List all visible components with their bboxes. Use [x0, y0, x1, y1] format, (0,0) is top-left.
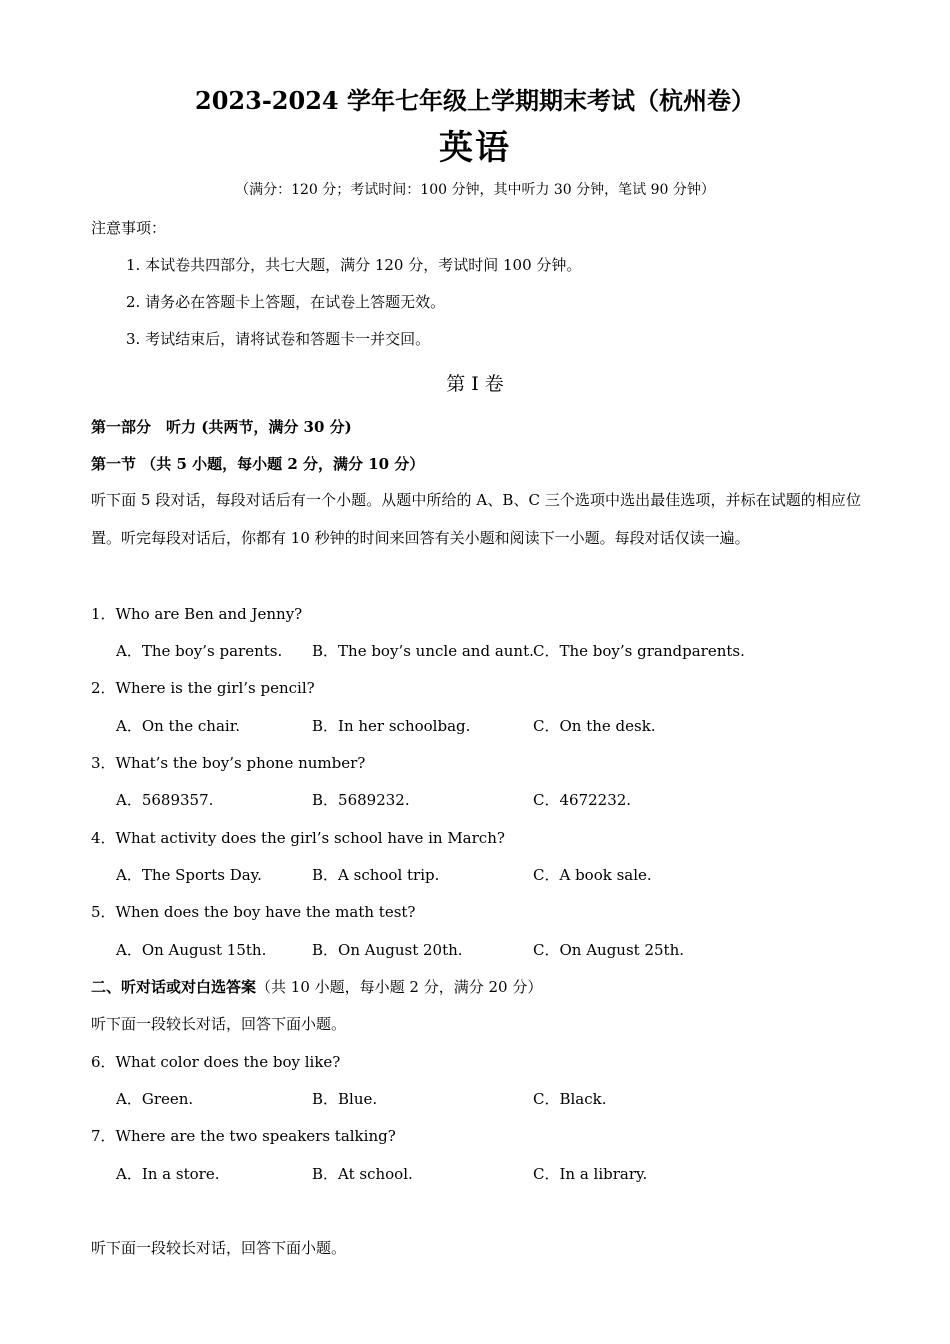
option-a: A．Green.: [116, 1090, 194, 1108]
question-5: 5．When does the boy have the math test?: [91, 903, 416, 921]
option-b: B．A school trip.: [312, 866, 440, 884]
option-c: C．A book sale.: [533, 866, 652, 884]
question-3: 3．What’s the boy’s phone number?: [91, 754, 366, 772]
option-b: B．The boy’s uncle and aunt.: [312, 642, 534, 660]
section2-heading-title: 二、听对话或对白选答案: [91, 978, 257, 996]
notes-heading: 注意事项：: [91, 219, 167, 237]
option-c: C．On the desk.: [533, 717, 656, 735]
option-a: A．On August 15th.: [116, 941, 267, 959]
option-c: C．Black.: [533, 1090, 607, 1108]
option-a: A．In a store.: [116, 1165, 220, 1183]
option-a: A．The boy’s parents.: [116, 642, 283, 660]
option-c: C．In a library.: [533, 1165, 648, 1183]
section1-instructions: 听下面 5 段对话，每段对话后有一个小题。从题中所给的 A、B、C 三个选项中选出最佳选项，并标在试题的相应位置。听完每段对话后，你都有 10 秒钟的时间来回答有关小题和阅读下一小题。每段对话仅读一遍。: [91, 491, 861, 547]
question-6: 6．What color does the boy like?: [91, 1053, 341, 1071]
question-2: 2．Where is the girl’s pencil?: [91, 679, 315, 697]
volume-heading: 第 I 卷: [446, 373, 504, 395]
option-b: B．Blue.: [312, 1090, 378, 1108]
option-c: C．The boy’s grandparents.: [533, 642, 745, 660]
question-7: 7．Where are the two speakers talking?: [91, 1127, 396, 1145]
option-a: A．On the chair.: [116, 717, 240, 735]
subject-title: 英语: [439, 128, 511, 168]
note-item: 1. 本试卷共四部分，共七大题，满分 120 分，考试时间 100 分钟。: [126, 256, 582, 274]
long-dialogue-intro: 听下面一段较长对话，回答下面小题。: [91, 1239, 347, 1257]
exam-info: （满分：120 分；考试时间：100 分钟，其中听力 30 分钟，笔试 90 分钟）: [235, 182, 715, 198]
section2-heading: [91, 977, 542, 997]
option-b: B．On August 20th.: [312, 941, 463, 959]
note-item: 3. 考试结束后，请将试卷和答题卡一并交回。: [126, 330, 431, 348]
long-dialogue-intro: 听下面一段较长对话，回答下面小题。: [91, 1015, 347, 1033]
option-b: B．At school.: [312, 1165, 413, 1183]
question-4: 4．What activity does the girl’s school have in March?: [91, 829, 505, 847]
note-item: 2. 请务必在答题卡上答题，在试卷上答题无效。: [126, 293, 446, 311]
part1-heading: 第一部分 听力 (共两节，满分 30 分): [91, 418, 352, 436]
option-c: C．4672232.: [533, 791, 632, 809]
question-1: 1．Who are Ben and Jenny?: [91, 605, 303, 623]
option-b: B．In her schoolbag.: [312, 717, 471, 735]
option-b: B．5689232.: [312, 791, 410, 809]
option-a: A．5689357.: [116, 791, 214, 809]
exam-title: 2023-2024 学年七年级上学期期末考试（杭州卷）: [195, 86, 755, 115]
section1-heading: 第一节 （共 5 小题，每小题 2 分，满分 10 分）: [91, 455, 425, 473]
option-c: C．On August 25th.: [533, 941, 684, 959]
section2-heading-detail: （共 10 小题，每小题 2 分，满分 20 分）: [256, 978, 543, 996]
option-a: A．The Sports Day.: [116, 866, 262, 884]
